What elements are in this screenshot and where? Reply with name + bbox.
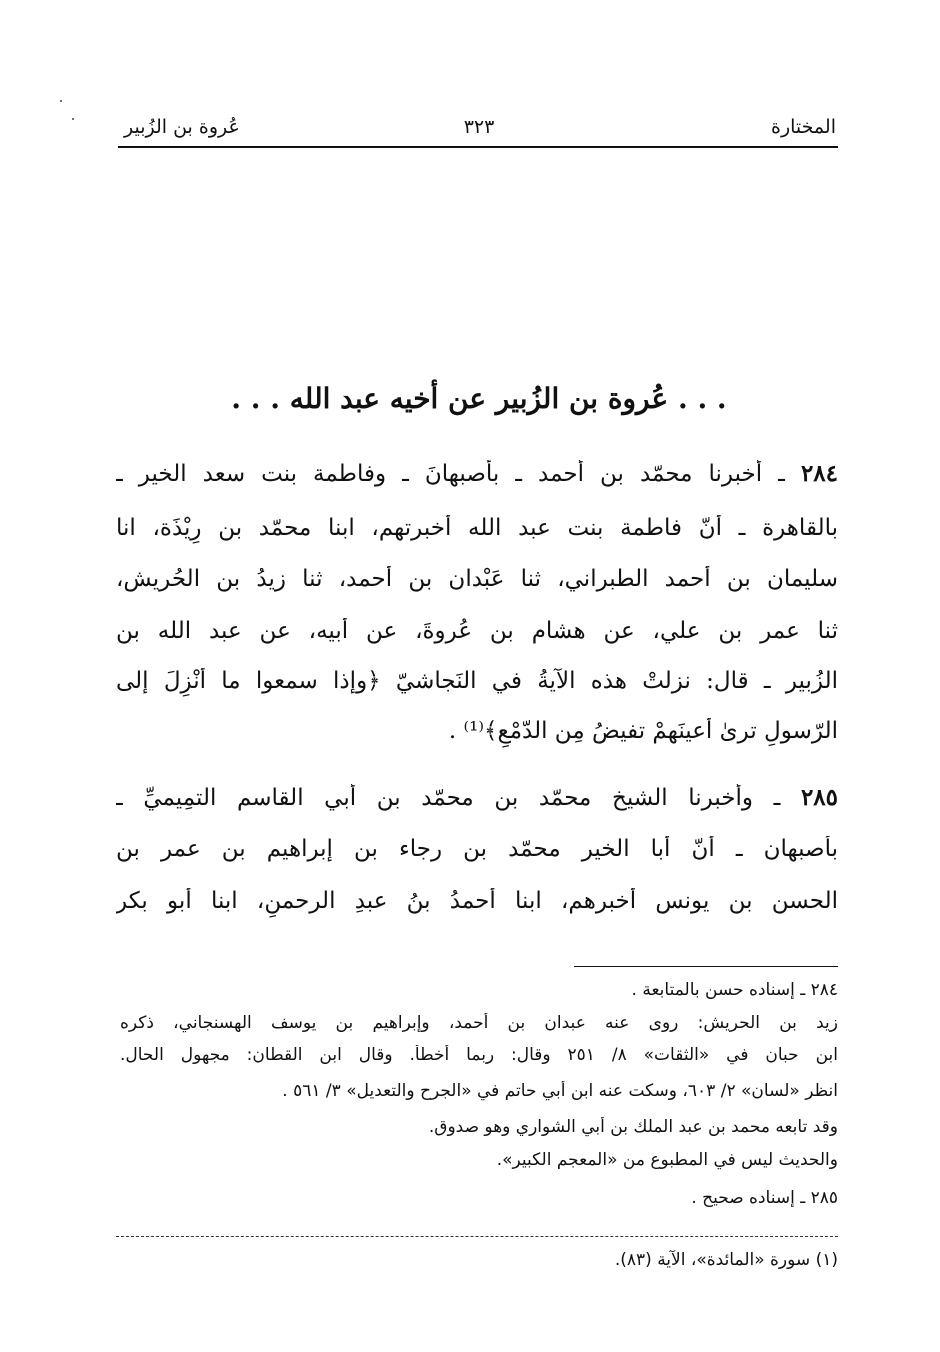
hadith-text: ـ أخبرنا محمّد بن أحمد ـ بأصبهانَ ـ وفاطمة بنت سعد الخير ـ [116, 461, 785, 487]
hadith-284-line-2: بالقاهرة ـ أنّ فاطمة بنت عبد الله أخبرتهم، ابنا محمّد بن رِيْذَة، انا [116, 515, 838, 541]
hadith-285-line-1 [116, 784, 838, 824]
footnote-284-heading: ٢٨٤ ـ إسناده حسن بالمتابعة . [631, 980, 838, 1000]
footnote-284-line: والحديث ليس في المطبوع من «المعجم الكبير». [496, 1150, 838, 1170]
hadith-285-line-3: الحسن بن يونس أخبرهم، ابنا أحمدُ بنُ عبدِ الرحمنِ، ابنا أبو بكر [116, 888, 838, 914]
header-page-number: ٣٢٣ [463, 116, 495, 138]
footnote-separator [574, 966, 838, 967]
header-rule [118, 146, 838, 148]
hadith-285-line-2: بأصبهان ـ أنّ أبا الخير محمّد بن رجاء بن إبراهيم بن عمر بن [116, 836, 838, 862]
hadith-284-line-5: الزُبير ـ قال: نزلتْ هذه الآيةُ في النَجاشيّ ﴿وإذا سمعوا ما أُنْزِلَ إلى [116, 668, 838, 694]
hadith-284-line-3: سليمان بن أحمد الطبراني، ثنا عَبْدان بن أحمد، ثنا زيدُ بن الحُريش، [116, 566, 838, 592]
scan-speck [72, 118, 74, 120]
header-chapter-name: عُروة بن الزُبير [124, 116, 240, 138]
hadith-text: ـ وأخبرنا الشيخ محمّد بن محمّد بن أبي القاسم التمِيميِّ ـ [116, 785, 781, 811]
hadith-number: ٢٨٤ [800, 460, 838, 487]
running-header [120, 112, 838, 146]
footnote-285-heading: ٢٨٥ ـ إسناده صحيح . [691, 1188, 838, 1208]
header-book-title: المختارة [771, 116, 836, 138]
scan-speck [60, 100, 62, 102]
hadith-284-line-6: الرّسولِ ترىٰ أعينَهمْ تفيضُ مِن الدّمْعِ﴾⁽¹⁾ . [448, 718, 838, 744]
quran-reference-footnote: (١) سورة «المائدة»، الآية (٨٣). [614, 1250, 838, 1270]
footnote-dotted-separator [116, 1236, 838, 1237]
hadith-number: ٢٨٥ [800, 784, 838, 811]
footnote-284-line: زيد بن الحريش: روى عنه عبدان بن أحمد، وإبراهيم بن يوسف الهسنجاني، ذكره [120, 1013, 838, 1033]
footnote-284-line: ابن حبان في «الثقات» ٨/ ٢٥١ وقال: ربما أخطأ. وقال ابن القطان: مجهول الحال. [120, 1045, 838, 1065]
hadith-284-line-4: ثنا عمر بن علي، عن هشام بن عُروةَ، عن أبيه، عن عبد الله بن [116, 618, 838, 644]
footnote-284-line: انظر «لسان» ٢/ ٦٠٣، وسكت عنه ابن أبي حاتم في «الجرح والتعديل» ٣/ ٥٦١ . [282, 1081, 838, 1101]
footnote-284-line: وقد تابعه محمد بن عبد الملك بن أبي الشواري وهو صدوق. [428, 1117, 838, 1137]
hadith-284-line-1 [116, 460, 838, 500]
chapter-title: . . . عُروة بن الزُبير عن أخيه عبد الله . . . [231, 382, 727, 415]
